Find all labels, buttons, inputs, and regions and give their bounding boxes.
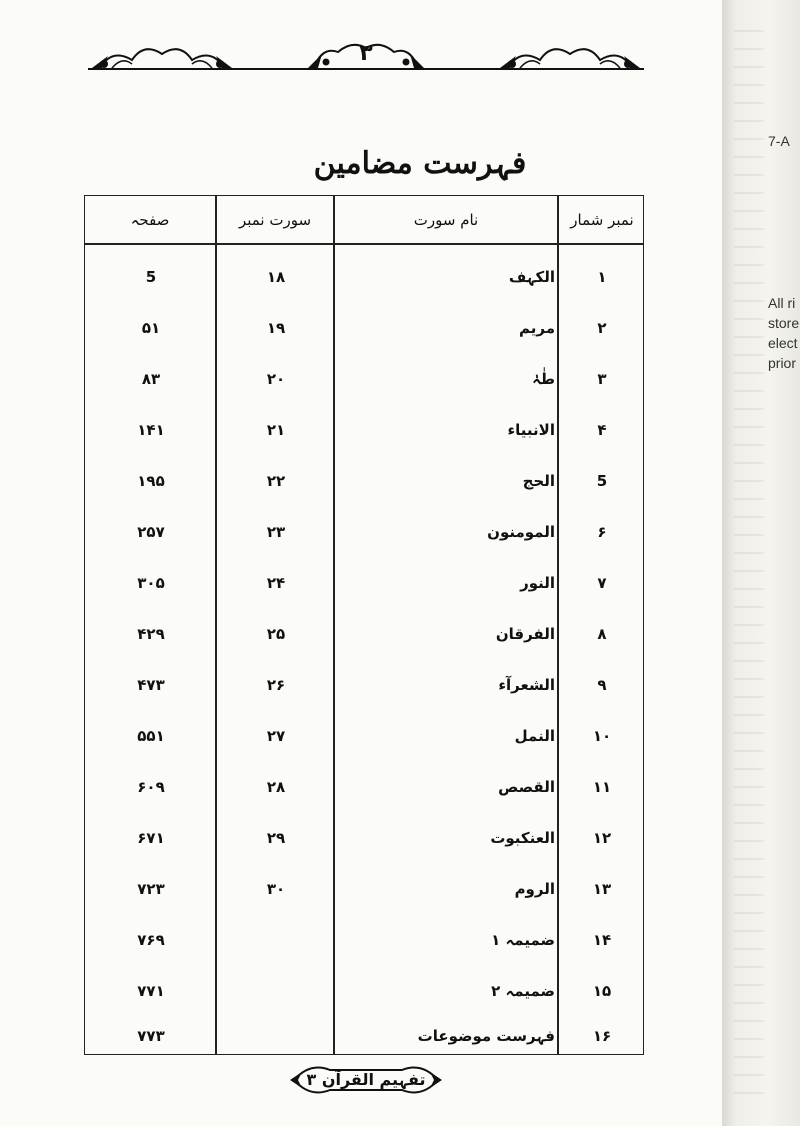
surah-number-cell — [217, 1011, 335, 1062]
surah-name-cell: الحج — [522, 472, 555, 490]
surah-number-cell: ۱۹ — [266, 319, 286, 337]
table-row — [85, 456, 643, 507]
serial-cell: ۱۵ — [592, 982, 612, 1000]
surah-name-cell: الشعرآء — [498, 676, 555, 694]
facing-page-text: prior — [768, 355, 797, 371]
table-row — [85, 966, 643, 1017]
surah-name-cell: مریم — [518, 319, 555, 337]
surah-name-cell: ضمیمہ ۲ — [491, 982, 555, 1000]
serial-cell: ۱۰ — [592, 727, 612, 745]
surah-number-cell: ۲۸ — [266, 778, 286, 796]
surah-name-cell: فہرست موضوعات — [417, 1027, 555, 1045]
page-cell: ۷۲۳ — [137, 880, 165, 898]
surah-name-cell: النمل — [514, 727, 555, 745]
right-header-ornament — [500, 38, 640, 70]
surah-number-cell: ۳۰ — [266, 880, 286, 898]
surah-number-cell: ۲۵ — [266, 625, 286, 643]
page-title: فہرست مضامین — [313, 146, 527, 181]
decorative-border — [734, 30, 764, 1110]
serial-cell: ۹ — [597, 676, 607, 694]
surah-number-cell: ۲۰ — [266, 370, 286, 388]
page-cell: ۱۴۱ — [137, 421, 165, 439]
table-row — [85, 915, 643, 966]
serial-cell: ۱۳ — [592, 880, 612, 898]
surah-number-cell: ۱۸ — [266, 268, 286, 286]
serial-cell: ۱۱ — [592, 778, 612, 796]
surah-number-cell: ۲۴ — [266, 574, 286, 592]
page-cell: ۷۶۹ — [137, 931, 165, 949]
contents-table — [84, 195, 644, 1055]
serial-cell: 5 — [596, 472, 608, 490]
surah-number-cell: ۲۹ — [266, 829, 286, 847]
table-row — [85, 252, 643, 303]
page-cell: ۵۵۱ — [137, 727, 165, 745]
table-row — [85, 405, 643, 456]
header-page: صفحہ — [130, 211, 170, 229]
page-cell: ۴۷۳ — [137, 676, 165, 694]
surah-name-cell: الانبیاء — [507, 421, 555, 439]
page-cell: ۱۹۵ — [137, 472, 165, 490]
serial-cell: ۱ — [597, 268, 607, 286]
table-row — [85, 507, 643, 558]
surah-name-cell: النور — [520, 574, 555, 592]
serial-cell: ۷ — [597, 574, 607, 592]
serial-cell: ۱۲ — [592, 829, 612, 847]
surah-number-cell — [217, 915, 335, 966]
table-row — [85, 303, 643, 354]
surah-name-cell: الروم — [514, 880, 555, 898]
surah-name-cell: الفرقان — [495, 625, 555, 643]
serial-cell: ۸ — [597, 625, 607, 643]
table-row — [85, 864, 643, 915]
table-row — [85, 354, 643, 405]
page-cell: ۶۷۱ — [137, 829, 165, 847]
left-header-ornament — [92, 38, 232, 70]
header-serial: نمبر شمار — [570, 211, 634, 229]
surah-number-cell: ۲۳ — [266, 523, 286, 541]
header-surah-name: نام سورت — [413, 211, 479, 229]
page-cell: ۷۷۳ — [137, 1027, 165, 1045]
surah-name-cell: العنکبوت — [490, 829, 555, 847]
table-row — [85, 711, 643, 762]
table-row — [85, 609, 643, 660]
facing-page-edge — [722, 0, 800, 1126]
surah-name-cell: المومنون — [487, 523, 555, 541]
facing-page-text: store — [768, 315, 800, 331]
page-cell: ۵۱ — [141, 319, 161, 337]
table-row — [85, 813, 643, 864]
page-cell: ۴۲۹ — [137, 625, 165, 643]
table-row — [85, 762, 643, 813]
surah-name-cell: طٰہٰ — [532, 370, 555, 388]
surah-number-cell: ۲۱ — [266, 421, 286, 439]
header-surah-number: سورت نمبر — [238, 211, 312, 229]
page-cell: ۲۵۷ — [137, 523, 165, 541]
page-cell: ۸۳ — [141, 370, 161, 388]
table-row — [85, 1011, 643, 1062]
serial-cell: ۱۴ — [592, 931, 612, 949]
surah-number-cell — [217, 966, 335, 1017]
surah-name-cell: الکہف — [508, 268, 555, 286]
page-cell: ۶۰۹ — [137, 778, 165, 796]
table-row — [85, 660, 643, 711]
table-row — [85, 558, 643, 609]
facing-page-text: elect — [768, 335, 798, 351]
facing-page-text: All ri — [768, 295, 796, 311]
surah-number-cell: ۲۶ — [266, 676, 286, 694]
serial-cell: ۴ — [597, 421, 607, 439]
page-cell: ۳۰۵ — [137, 574, 165, 592]
page-number: ۳ — [359, 41, 373, 66]
surah-name-cell: القصص — [498, 778, 555, 796]
surah-number-cell: ۲۲ — [266, 472, 286, 490]
serial-cell: ۲ — [597, 319, 607, 337]
serial-cell: ۱۶ — [592, 1027, 612, 1045]
surah-name-cell: ضمیمہ ۱ — [491, 931, 555, 949]
page-cell: ۷۷۱ — [137, 982, 165, 1000]
serial-cell: ۶ — [597, 523, 607, 541]
footer-book-title: تفہیم القرآن ۳ — [306, 1070, 426, 1089]
page-cell: 5 — [145, 268, 157, 286]
surah-number-cell: ۲۷ — [266, 727, 286, 745]
serial-cell: ۳ — [597, 370, 607, 388]
facing-page-text: 7-A — [768, 133, 790, 149]
